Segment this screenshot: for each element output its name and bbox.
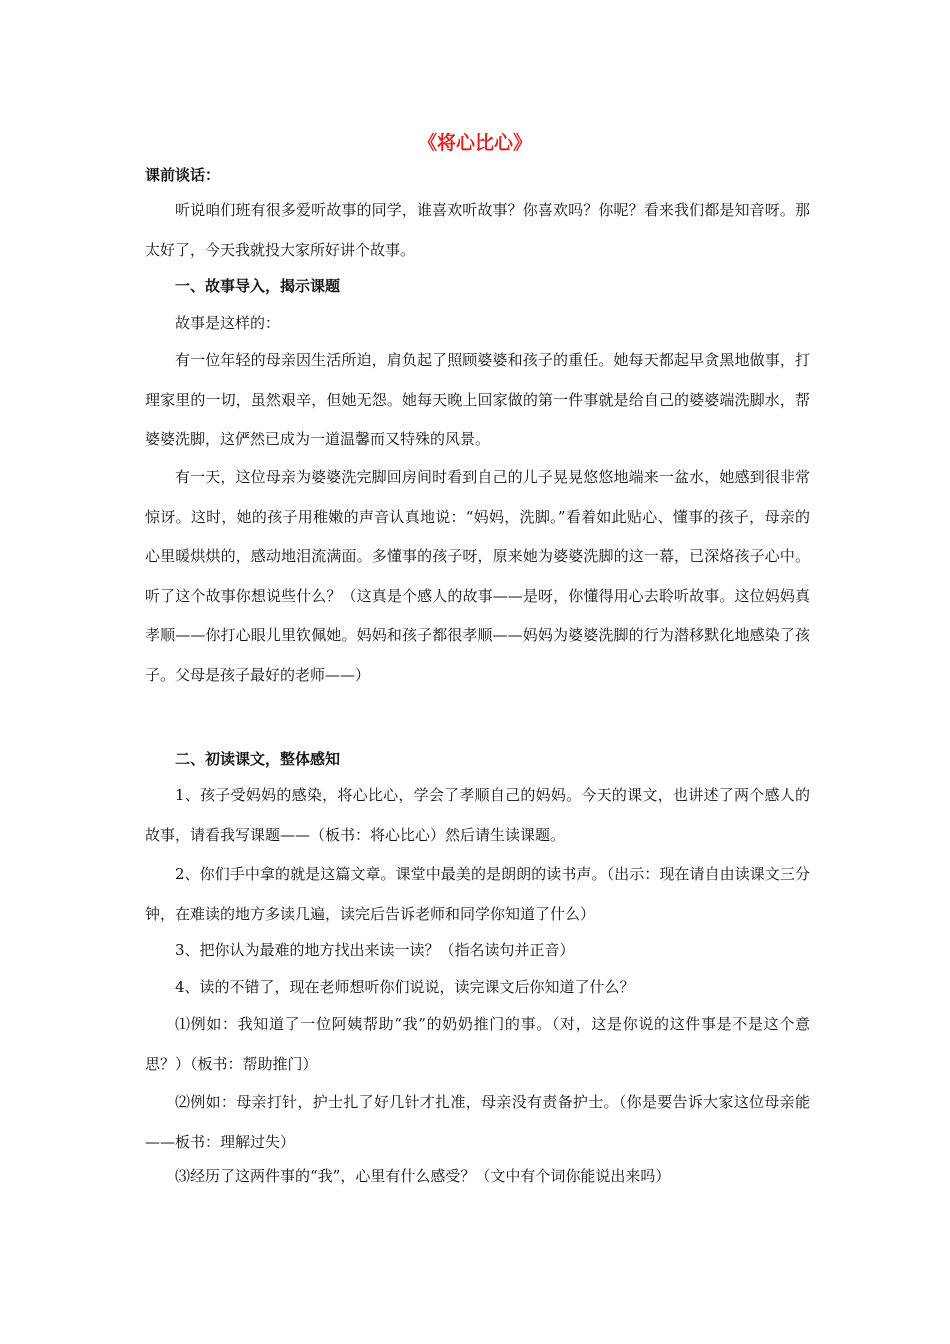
section1-intro: 故事是这样的：: [175, 314, 281, 332]
section2-heading: 二、初读课文，整体感知: [175, 750, 341, 768]
example-2: ⑵例如：母亲打针，护士扎了好几针才扎准，母亲没有责备护士。（你是要告诉大家这位母亲能——板书：理解过失）: [145, 1093, 810, 1151]
step-2: 2、你们手中拿的就是这篇文章。课堂中最美的是朗朗的读书声。（出示：现在请自由读课文三分钟，在难读的地方多读几遍，读完后告诉老师和同学你知道了什么）: [145, 865, 810, 923]
step-3: 3、把你认为最难的地方找出来读一读？（指名读句并正音）: [175, 941, 575, 959]
step-1: 1、孩子受妈妈的感染，将心比心，学会了孝顺自己的妈妈。今天的课文，也讲述了两个感人的故事，请看我写课题——（板书：将心比心）然后请生读课题。: [145, 786, 810, 844]
pre-talk-heading: 课前谈话：: [145, 166, 221, 184]
story-paragraph-2: 有一天，这位母亲为婆婆洗完脚回房间时看到自己的儿子晃晃悠悠地端来一盆水，她感到很非常惊讶。这时，她的孩子用稚嫩的声音认真地说：“妈妈，洗脚。”看着如此贴心、懂事的孩子，母亲的心里暖烘烘的，感动地泪流满面。多懂事的孩子呀，原来她为婆婆洗脚的这一幕，已深烙孩子心中。听了这个故事你想说些什么？（这真是个感人的故事——是呀，你懂得用心去聆听故事。这位妈妈真孝顺——你打心眼儿里钦佩她。妈妈和孩子都很孝顺——妈妈为婆婆洗脚的行为潜移默化地感染了孩子。父母是孩子最好的老师——）: [145, 468, 810, 684]
story-paragraph-1: 有一位年轻的母亲因生活所迫，肩负起了照顾婆婆和孩子的重任。她每天都起早贪黑地做事，打理家里的一切，虽然艰辛，但她无怨。她每天晚上回家做的第一件事就是给自己的婆婆端洗脚水，帮婆婆洗脚，这俨然已成为一道温馨而又特殊的风景。: [145, 351, 810, 448]
document-title: 《将心比心》: [417, 132, 532, 154]
example-3: ⑶经历了这两件事的“我”，心里有什么感受？（文中有个词你能说出来吗）: [175, 1167, 671, 1185]
pre-talk-paragraph: 听说咱们班有很多爱听故事的同学，谁喜欢听故事？你喜欢吗？你呢？看来我们都是知音呀。那太好了，今天我就投大家所好讲个故事。: [145, 201, 810, 259]
section1-heading: 一、故事导入，揭示课题: [175, 277, 341, 295]
example-1: ⑴例如：我知道了一位阿姨帮助“我”的奶奶推门的事。（对，这是你说的这件事是不是这个意思？）（板书：帮助推门）: [145, 1015, 810, 1073]
step-4: 4、读的不错了，现在老师想听你们说说，读完课文后你知道了什么？: [175, 978, 635, 996]
